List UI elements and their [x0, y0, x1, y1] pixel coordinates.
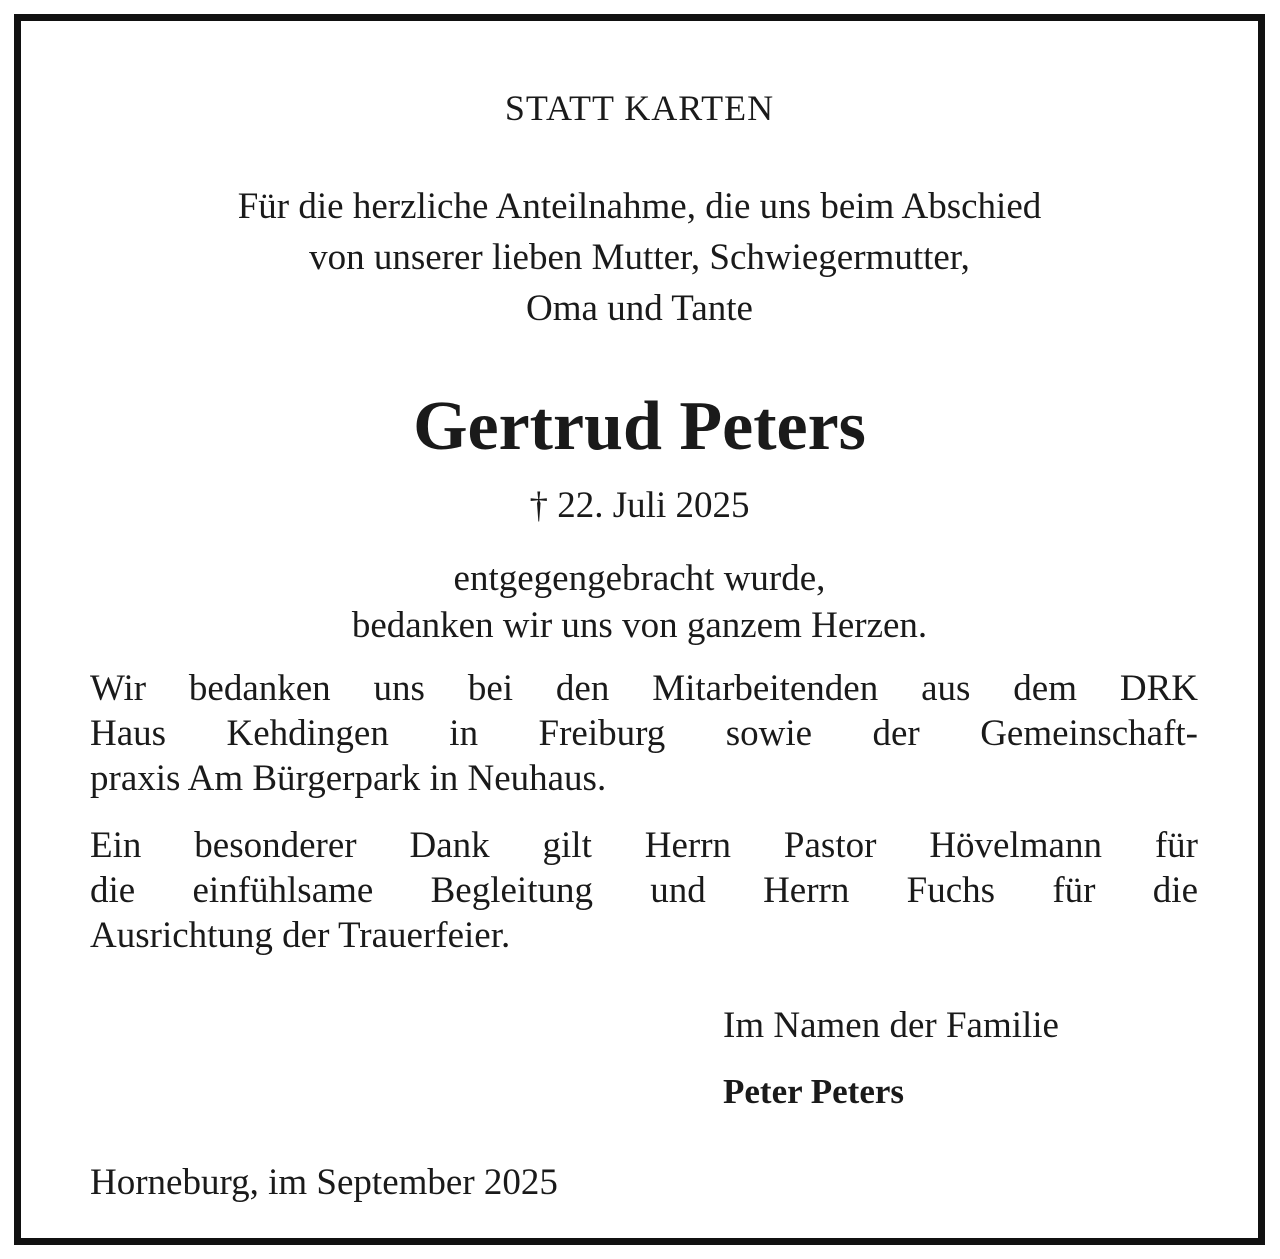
paragraph-line: Haus Kehdingen in Freiburg sowie der Gemeinschaft-	[90, 713, 1198, 754]
intro-line: Oma und Tante	[526, 288, 753, 329]
intro-text	[21, 181, 1258, 334]
paragraph-line: praxis Am Bürgerpark in Neuhaus.	[90, 758, 607, 799]
intro-line: Für die herzliche Anteilnahme, die uns beim Abschied	[237, 186, 1042, 227]
paragraph-line: Ein besonderer Dank gilt Herrn Pastor Hövelmann für	[90, 825, 1198, 866]
thanks-line: entgegengebracht wurde,	[453, 558, 826, 599]
paragraph-line: Ausrichtung der Trauerfeier.	[90, 915, 511, 956]
notice-header: STATT KARTEN	[504, 88, 775, 128]
deceased-name: Gertrud Peters	[413, 388, 866, 465]
death-date: † 22. Juli 2025	[529, 485, 750, 526]
thanks-text	[21, 555, 1258, 649]
thanks-line: bedanken wir uns von ganzem Herzen.	[351, 605, 928, 646]
paragraph-staff-thanks	[90, 666, 1198, 801]
signature-intro: Im Namen der Familie	[723, 1005, 1059, 1046]
notice-frame	[14, 14, 1265, 1245]
paragraph-line: die einfühlsame Begleitung und Herrn Fuchs für die	[90, 870, 1198, 911]
signature-name: Peter Peters	[723, 1072, 905, 1111]
paragraph-line: Wir bedanken uns bei den Mitarbeitenden aus dem DRK	[90, 668, 1198, 709]
paragraph-special-thanks	[90, 823, 1198, 958]
place-date: Horneburg, im September 2025	[90, 1162, 558, 1203]
intro-line: von unserer lieben Mutter, Schwiegermutter,	[309, 237, 970, 278]
